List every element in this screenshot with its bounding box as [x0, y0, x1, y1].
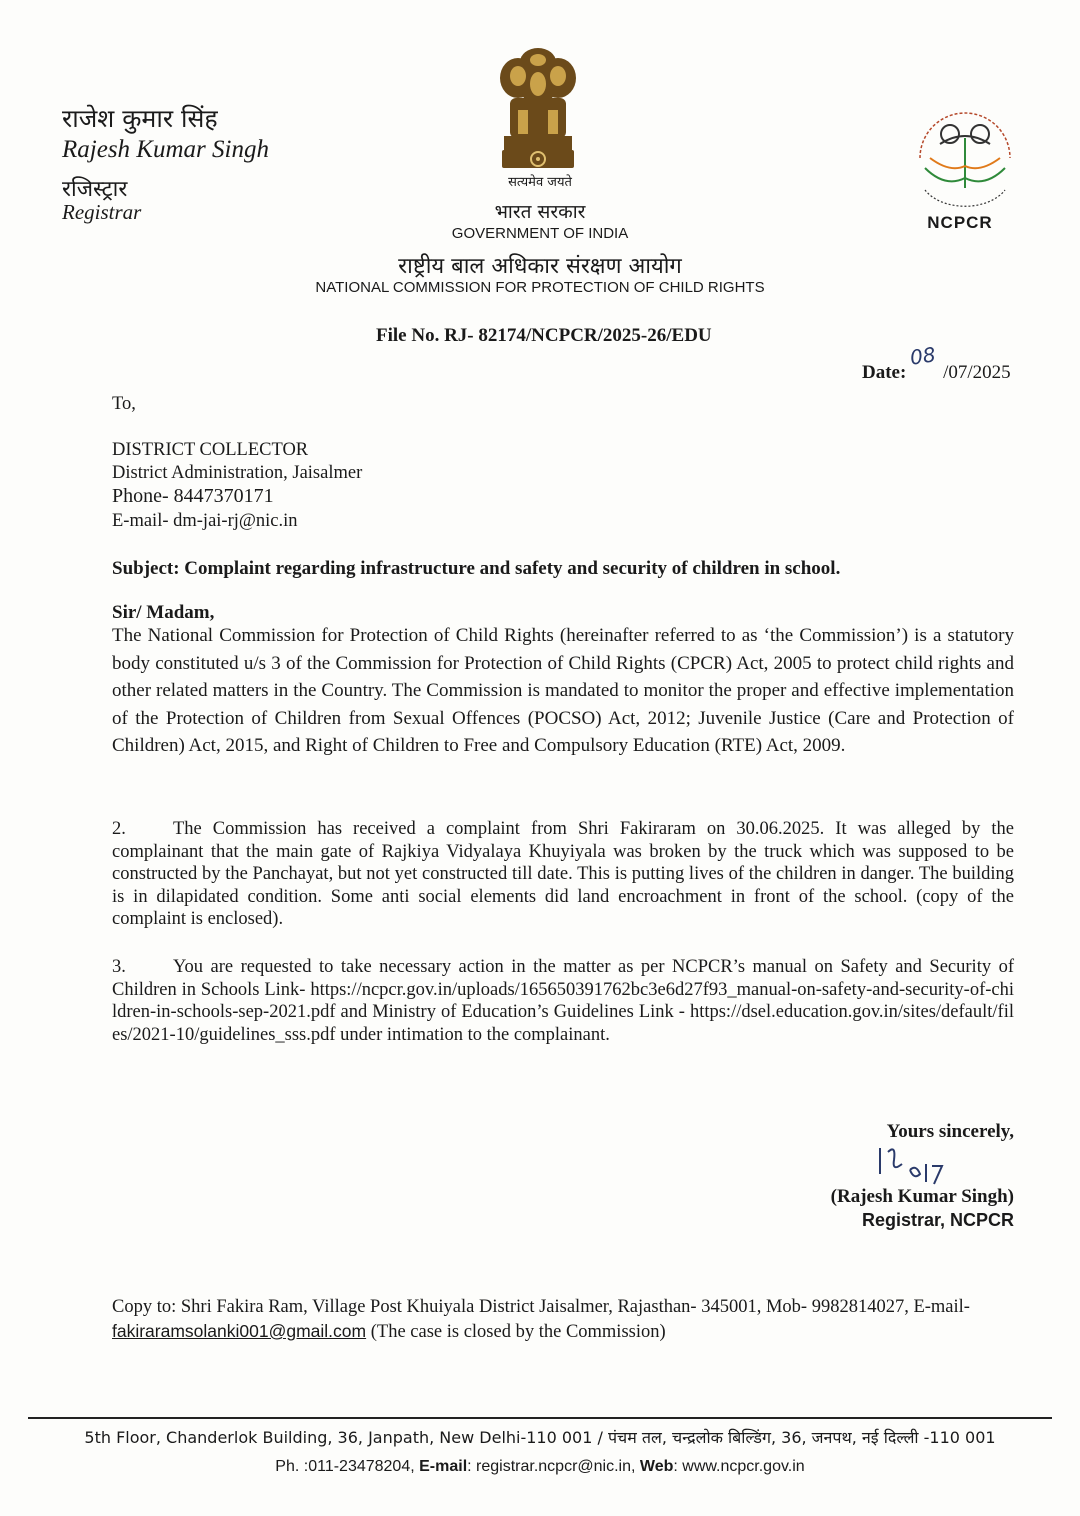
paragraph-2-number: 2.	[112, 819, 126, 839]
registrar-name-english: Rajesh Kumar Singh	[62, 136, 269, 163]
paragraph-3-number: 3.	[112, 957, 126, 977]
copy-to-text-a: Copy to: Shri Fakira Ram, Village Post Khuiyala District Jaisalmer, Rajasthan- 345001, Mob- 9982814027, E-mail-	[112, 1297, 970, 1317]
registrar-title-hindi: रजिस्ट्रार	[62, 177, 128, 202]
footer-phone: Ph. :011-23478204,	[275, 1458, 420, 1475]
paragraph-2-text: The Commission has received a complaint from Shri Fakiraram on 30.06.2025. It was alleged by the complainant that the main gate of Rajkiya Vidyalaya Khuyiyala was broken by the truck which was supposed to be constructed by the Panchayat, but not yet constructed till date. This is putting lives of the children in danger. The building is in dilapidated condition. Some anti social elements did land encroachment in front of the school. (copy of the complaint is enclosed).	[112, 819, 1014, 929]
paragraph-3	[112, 956, 1014, 1046]
commission-name-english: NATIONAL COMMISSION FOR PROTECTION OF CHILD RIGHTS	[315, 279, 765, 296]
closing: Yours sincerely,	[886, 1121, 1014, 1142]
handwritten-signature-icon	[868, 1140, 958, 1190]
footer-web-label: Web	[639, 1458, 674, 1475]
paragraph-3-text-a: You are requested to take necessary action in the matter as per NCPCR’s manual on Safety and Security of Children in Schools Link-	[112, 957, 1014, 1000]
footer-contact	[20, 1458, 1060, 1476]
registrar-title-english: Registrar	[62, 200, 142, 224]
file-number: File No. RJ- 82174/NCPCR/2025-26/EDU	[376, 325, 712, 346]
ncpcr-logo-icon	[900, 98, 1030, 213]
signer-title: Registrar, NCPCR	[861, 1210, 1014, 1230]
footer-email-label: E-mail	[419, 1458, 468, 1475]
copy-to	[112, 1295, 1022, 1344]
address-email: E-mail- dm-jai-rj@nic.in	[112, 511, 298, 531]
guidelines-link[interactable]: https://dsel.education.gov.in/sites/default/files/2021-10/guidelines_sss.pdf	[112, 1002, 1014, 1045]
address-line-2: District Administration, Jaisalmer	[112, 463, 363, 483]
government-name-english: GOVERNMENT OF INDIA	[451, 225, 629, 242]
footer-web[interactable]: : www.ncpcr.gov.in	[673, 1458, 805, 1475]
date-month-year: /07/2025	[943, 362, 1011, 383]
copy-to-email-link[interactable]: fakiraramsolanki001@gmail.com	[112, 1321, 367, 1341]
salutation: Sir/ Madam,	[112, 602, 215, 623]
footer-address: 5th Floor, Chanderlok Building, 36, Janpath, New Delhi-110 001 / पंचम तल, चन्द्रलोक बिल्डिंग, 36, जनपथ, नई दिल्ली -110 001	[84, 1428, 996, 1447]
emblem-motto: सत्यमेव जयते	[508, 175, 572, 190]
ncpcr-logo-text: NCPCR	[927, 213, 993, 232]
national-emblem-icon	[488, 40, 588, 180]
date-day-handwritten: 08	[908, 342, 937, 370]
paragraph-3-text-c: under intimation to the complainant.	[335, 1024, 610, 1045]
subject-line: Subject: Complaint regarding infrastructure and safety and security of children in school.	[112, 558, 841, 579]
manual-link[interactable]: https://ncpcr.gov.in/uploads/165650391762bc3e6d27f93_manual-on-safety-and-security-of-children-in-schools-sep-2021.pdf	[112, 979, 1014, 1022]
to-label: To,	[112, 394, 136, 414]
government-name-hindi: भारत सरकार	[494, 201, 586, 223]
footer-divider	[28, 1417, 1052, 1419]
address-line-1: DISTRICT COLLECTOR	[112, 440, 309, 460]
address-phone: Phone- 8447370171	[112, 485, 274, 507]
copy-to-text-b: (The case is closed by the Commission)	[366, 1322, 666, 1342]
date-label: Date:	[862, 362, 907, 383]
commission-name-hindi: राष्ट्रीय बाल अधिकार संरक्षण आयोग	[398, 254, 682, 279]
paragraph-1: The National Commission for Protection of Child Rights (hereinafter referred to as ‘the Commission’) is a statutory body constituted u/s 3 of the Commission for Protection of Child Rights (CPCR) Act, 2005 to protect child rights and other related matters in the Country. The Commission is mandated to monitor the proper and effective implementation of the Protection of Children from Sexual Offences (POCSO) Act, 2012; Juvenile Justice (Care and Protection of Children) Act, 2015, and Right of Children to Free and Compulsory Education (RTE) Act, 2009.	[112, 625, 1014, 756]
letter-date	[862, 342, 1011, 384]
registrar-name-hindi: राजेश कुमार सिंह	[62, 104, 218, 133]
paragraph-3-text-b: and Ministry of Education’s Guidelines Link -	[335, 1002, 690, 1022]
signer-name: (Rajesh Kumar Singh)	[830, 1186, 1014, 1207]
footer-email[interactable]: : registrar.ncpcr@nic.in,	[467, 1458, 640, 1475]
paragraph-2	[112, 818, 1014, 931]
